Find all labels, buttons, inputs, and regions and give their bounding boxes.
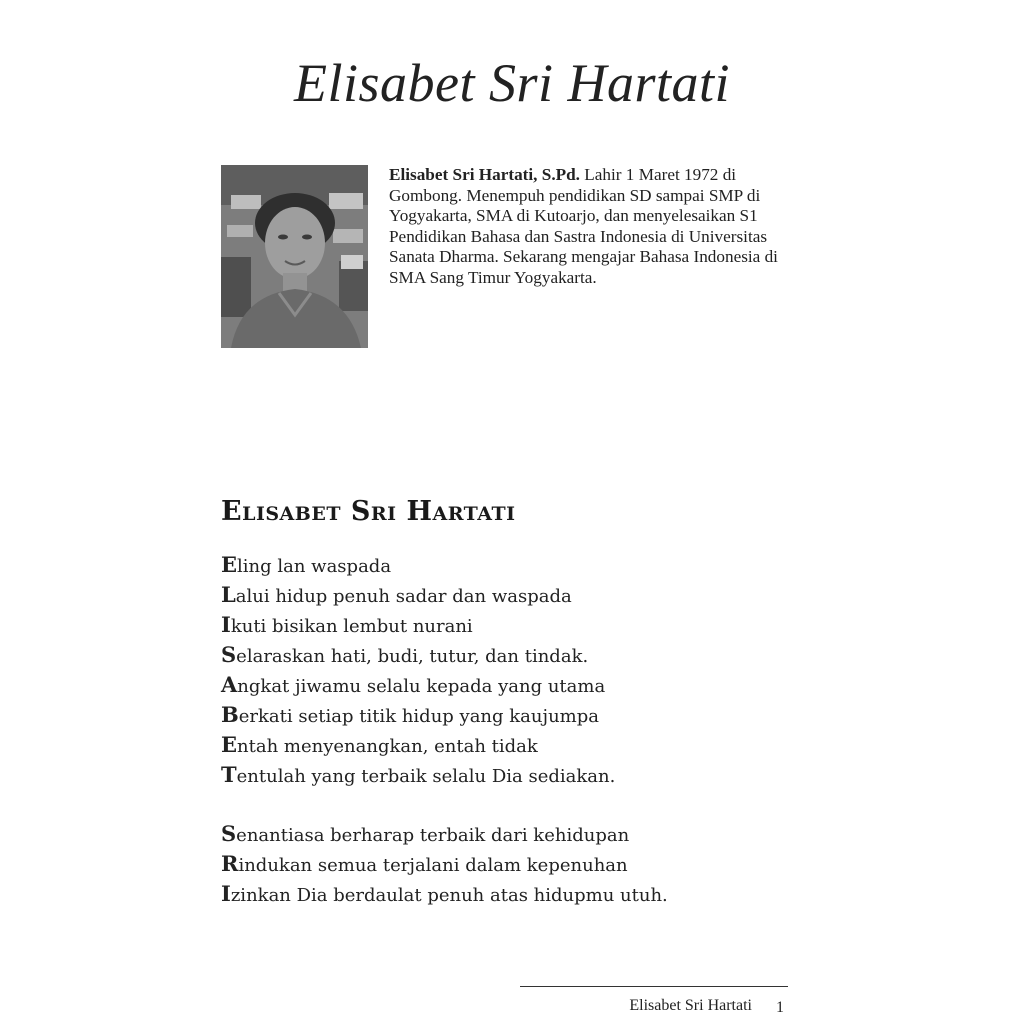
page-title: Elisabet Sri Hartati — [293, 53, 730, 113]
poem-line: Angkat jiwamu selalu kepada yang utama — [221, 672, 606, 697]
poem-line: Rindukan semua terjalani dalam kepenuhan — [221, 851, 628, 876]
poem-line: Berkati setiap titik hidup yang kaujumpa — [221, 702, 599, 727]
author-name: Elisabet Sri Hartati, S.Pd. — [389, 165, 580, 184]
poem-line: Eling lan waspada — [221, 552, 392, 577]
footer-divider — [520, 986, 788, 987]
footer-running-title: Elisabet Sri Hartati — [629, 997, 752, 1014]
author-bio-text: Lahir 1 Maret 1972 di Gombong. Menempuh pendidikan SD sampai SMP di Yogyakarta, SMA di Kutoarjo, dan menyelesaikan S1 Pendidikan Bahasa dan Sastra Indonesia di Universitas Sanata Dharma. Sekarang mengajar Bahasa Indonesia di SMA Sang Timur Yogyakarta. — [389, 165, 778, 287]
author-photo — [221, 165, 368, 348]
poem-line: Selaraskan hati, budi, tutur, dan tindak. — [221, 642, 589, 667]
poem-line: Izinkan Dia berdaulat penuh atas hidupmu utuh. — [221, 881, 668, 906]
poem-line: Tentulah yang terbaik selalu Dia sediakan. — [221, 762, 616, 787]
page-number: 1 — [776, 999, 784, 1016]
poem-line: Lalui hidup penuh sadar dan waspada — [221, 582, 572, 607]
author-bio — [389, 165, 789, 289]
poem-line: Entah menyenangkan, entah tidak — [221, 732, 538, 757]
author-portrait-image — [221, 165, 368, 348]
poem-stanza-1 — [221, 550, 821, 790]
poem-stanza-2 — [221, 819, 821, 909]
poem-line: Senantiasa berharap terbaik dari kehidupan — [221, 821, 630, 846]
poem-title: Elisabet Sri Hartati — [221, 496, 516, 527]
poem-line: Ikuti bisikan lembut nurani — [221, 612, 473, 637]
